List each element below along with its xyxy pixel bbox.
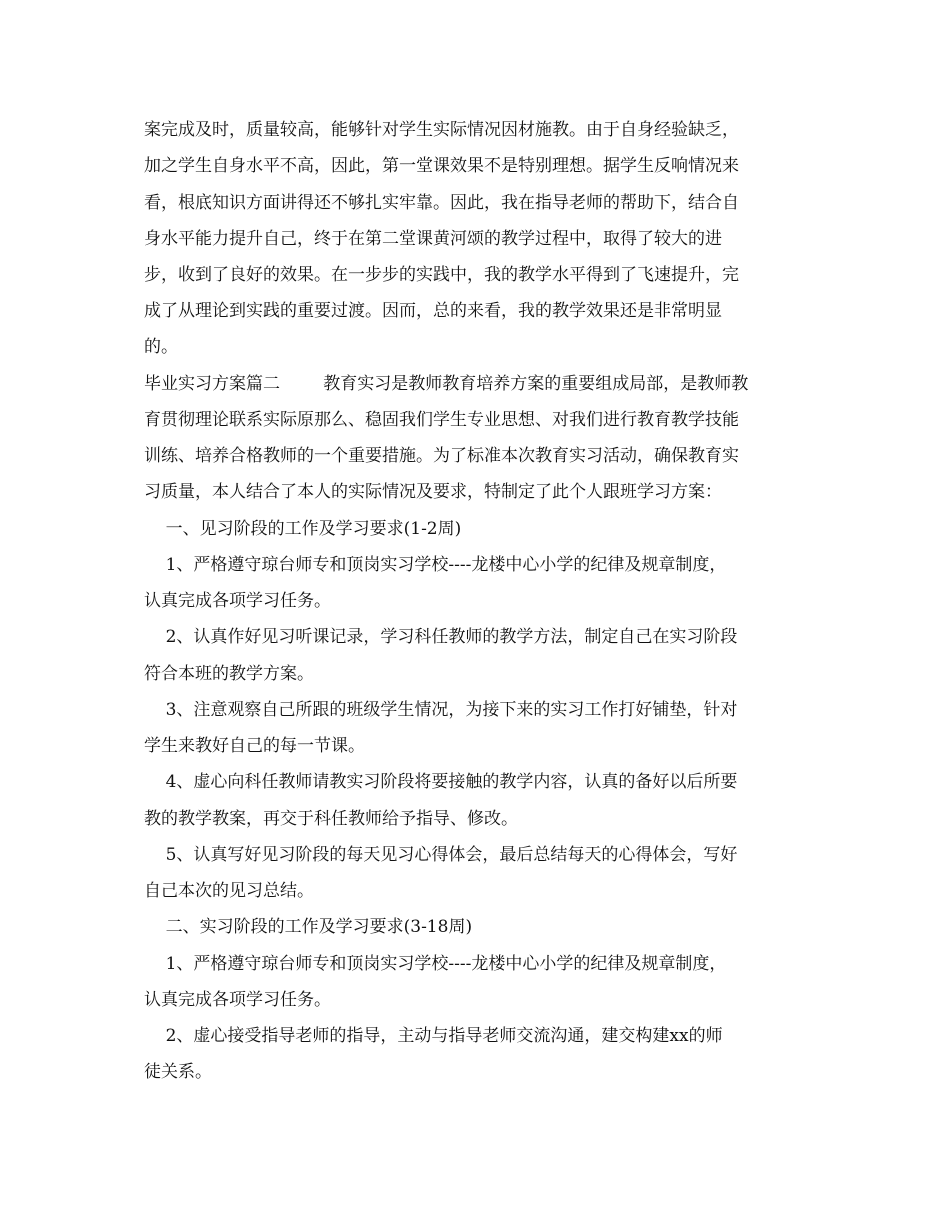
text-line: 学生来教好自己的每一节课。 bbox=[144, 736, 365, 756]
subheading-line: 二、实习阶段的工作及学习要求(3-18周) bbox=[144, 917, 473, 937]
text-line: 教的教学教案，再交于科任教师给予指导、修改。 bbox=[144, 809, 518, 829]
section-heading-line: 毕业实习方案篇二 教育实习是教师教育培养方案的重要组成局部，是教师教 bbox=[144, 374, 749, 394]
text-line: 2、认真作好见习听课记录，学习科任教师的教学方法，制定自己在实习阶段 bbox=[144, 627, 738, 647]
text-line: 徒关系。 bbox=[144, 1062, 212, 1082]
text-line: 身水平能力提升自己，终于在第二堂课黄河颂的教学过程中，取得了较大的进 bbox=[144, 229, 722, 249]
text-line: 认真完成各项学习任务。 bbox=[144, 591, 331, 611]
text-line: 认真完成各项学习任务。 bbox=[144, 990, 331, 1010]
text-line: 加之学生自身水平不高，因此，第一堂课效果不是特别理想。据学生反响情况来 bbox=[144, 156, 739, 176]
text-line: 符合本班的教学方案。 bbox=[144, 664, 314, 684]
text-line: 训练、培养合格教师的一个重要措施。为了标准本次教育实习活动，确保教育实 bbox=[144, 446, 739, 466]
text-line: 1、严格遵守琼台师专和顶岗实习学校----龙楼中心小学的纪律及规章制度， bbox=[144, 954, 727, 974]
text-line: 1、严格遵守琼台师专和顶岗实习学校----龙楼中心小学的纪律及规章制度， bbox=[144, 555, 727, 575]
text-line: 的。 bbox=[144, 337, 178, 357]
text-line: 习质量，本人结合了本人的实际情况及要求，特制定了此个人跟班学习方案： bbox=[144, 482, 722, 502]
subheading-line: 一、见习阶段的工作及学习要求(1-2周) bbox=[144, 519, 462, 539]
text-line: 成了从理论到实践的重要过渡。因而，总的来看，我的教学效果还是非常明显 bbox=[144, 301, 722, 321]
text-line: 育贯彻理论联系实际原那么、稳固我们学生专业思想、对我们进行教育教学技能 bbox=[144, 410, 739, 430]
text-line: 3、注意观察自己所跟的班级学生情况，为接下来的实习工作打好铺垫，针对 bbox=[144, 700, 738, 720]
text-line: 4、虚心向科任教师请教实习阶段将要接触的教学内容，认真的备好以后所要 bbox=[144, 772, 738, 792]
text-line: 看，根底知识方面讲得还不够扎实牢靠。因此，我在指导老师的帮助下，结合自 bbox=[144, 193, 739, 213]
text-line: 自己本次的见习总结。 bbox=[144, 881, 314, 901]
text-line: 2、虚心接受指导老师的指导，主动与指导老师交流沟通，建交构建xx的师 bbox=[144, 1026, 723, 1046]
text-line: 5、认真写好见习阶段的每天见习心得体会，最后总结每天的心得体会，写好 bbox=[144, 845, 738, 865]
text-line: 步，收到了良好的效果。在一步步的实践中，我的教学水平得到了飞速提升，完 bbox=[144, 265, 739, 285]
text-line: 案完成及时，质量较高，能够针对学生实际情况因材施教。由于自身经验缺乏， bbox=[144, 120, 739, 140]
